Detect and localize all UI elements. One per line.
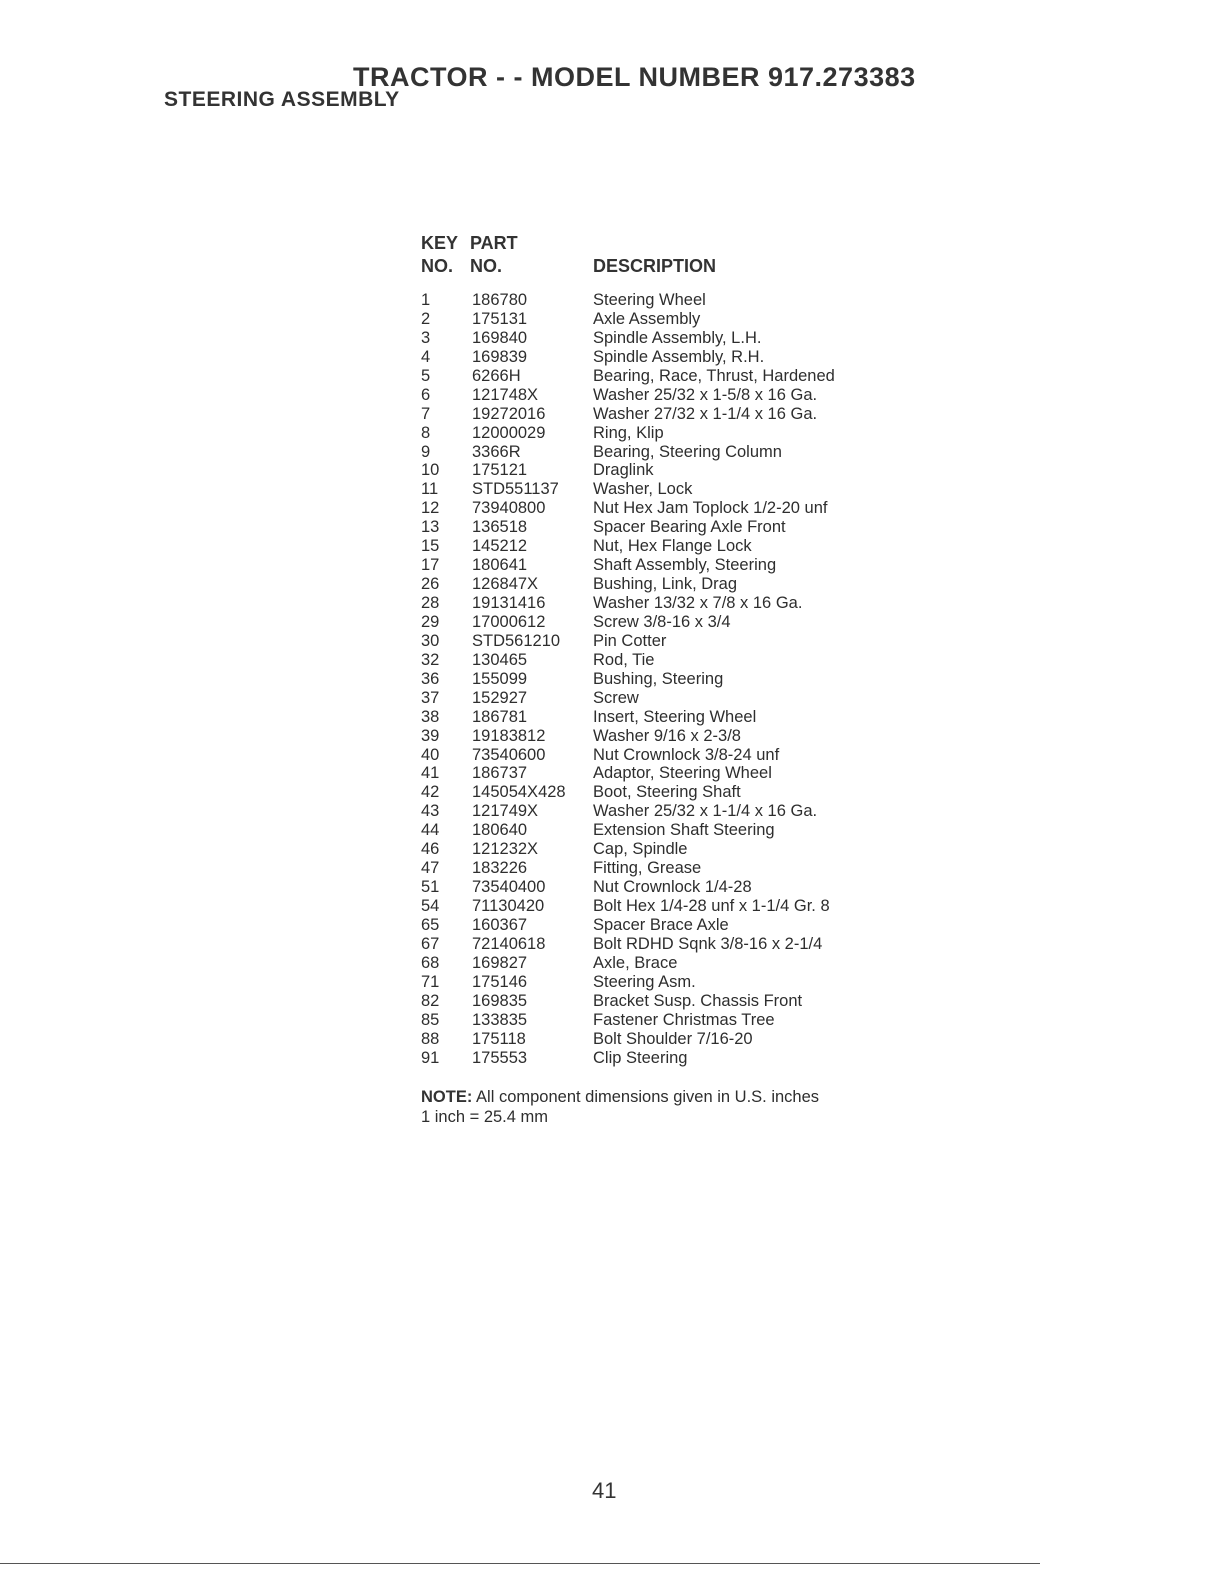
- parts-row: [421, 443, 881, 462]
- part-no-cell: 180641: [472, 556, 528, 575]
- parts-row: [421, 480, 881, 499]
- key-no-cell: 8: [421, 423, 431, 442]
- parts-row: [421, 954, 881, 973]
- part-no-cell: 186781: [472, 707, 528, 726]
- part-no-cell: 121748X: [472, 385, 539, 404]
- parts-row: [421, 537, 881, 556]
- key-no-cell: 42: [421, 783, 440, 802]
- key-no-cell: 32: [421, 650, 440, 669]
- part-no-cell: 183226: [472, 859, 528, 878]
- description-cell: Washer 9/16 x 2-3/8: [593, 726, 741, 745]
- parts-row: [421, 348, 881, 367]
- key-no-cell: 2: [421, 309, 431, 328]
- part-no-cell: 73940800: [472, 499, 546, 518]
- key-no-cell: 4: [421, 347, 431, 366]
- parts-row: [421, 878, 881, 897]
- key-no-cell: 9: [421, 442, 431, 461]
- parts-row: [421, 689, 881, 708]
- description-cell: Cap, Spindle: [593, 840, 688, 859]
- description-cell: Bolt RDHD Sqnk 3/8-16 x 2-1/4: [593, 934, 823, 953]
- parts-row: [421, 973, 881, 992]
- description-cell: Pin Cotter: [593, 631, 667, 650]
- key-no-cell: 40: [421, 745, 440, 764]
- description-cell: Washer 25/32 x 1-1/4 x 16 Ga.: [593, 802, 818, 821]
- parts-row: [421, 651, 881, 670]
- parts-row: [421, 1030, 881, 1049]
- parts-row: [421, 594, 881, 613]
- part-no-cell: 19131416: [472, 594, 546, 612]
- page-number: 41: [592, 1478, 617, 1503]
- description-cell: Boot, Steering Shaft: [593, 783, 741, 802]
- part-no-cell: 130465: [472, 650, 528, 669]
- part-no-cell: 3366R: [472, 442, 521, 461]
- parts-row: [421, 1049, 881, 1068]
- note-line2: 1 inch = 25.4 mm: [421, 1108, 549, 1126]
- key-no-cell: 68: [421, 953, 440, 972]
- parts-row: [421, 1011, 881, 1030]
- part-no-cell: 160367: [472, 915, 528, 934]
- parts-row: [421, 764, 881, 783]
- parts-row: [421, 310, 881, 329]
- parts-row: [421, 499, 881, 518]
- part-no-cell: 73540400: [472, 878, 546, 897]
- part-no-cell: 71130420: [472, 897, 545, 915]
- key-no-cell: 91: [421, 1048, 440, 1067]
- part-no-cell: 19272016: [472, 404, 546, 423]
- key-no-cell: 3: [421, 328, 431, 347]
- description-cell: Spindle Assembly, R.H.: [593, 347, 765, 366]
- description-cell: Nut Crownlock 3/8-24 unf: [593, 745, 780, 764]
- part-no-cell: 17000612: [472, 612, 546, 631]
- key-no-cell: 36: [421, 669, 440, 688]
- parts-row: [421, 405, 881, 424]
- part-no-cell: 6266H: [472, 366, 521, 385]
- part-no-cell: 169827: [472, 953, 528, 972]
- description-cell: Washer 13/32 x 7/8 x 16 Ga.: [593, 594, 803, 612]
- key-no-cell: 30: [421, 631, 440, 650]
- description-cell: Bracket Susp. Chassis Front: [593, 991, 803, 1010]
- key-no-cell: 11: [421, 480, 439, 499]
- key-no-cell: 88: [421, 1029, 440, 1048]
- description-cell: Bolt Shoulder 7/16-20: [593, 1029, 753, 1048]
- key-no-cell: 71: [421, 972, 440, 991]
- part-no-cell: 136518: [472, 518, 528, 537]
- key-no-cell: 26: [421, 575, 440, 594]
- description-cell: Nut, Hex Flange Lock: [593, 537, 752, 556]
- note-line1: [421, 1087, 819, 1107]
- parts-row: [421, 424, 881, 443]
- parts-row: [421, 727, 881, 746]
- key-no-cell: 41: [421, 764, 440, 783]
- description-cell: Spacer Bearing Axle Front: [593, 518, 786, 537]
- description-cell: Washer, Lock: [593, 480, 693, 499]
- description-cell: Fitting, Grease: [593, 859, 702, 878]
- description-cell: Bushing, Steering: [593, 669, 724, 688]
- part-no-cell: 19183812: [472, 726, 546, 745]
- part-no-cell: 169840: [472, 328, 528, 347]
- parts-row: [421, 746, 881, 765]
- key-no-cell: 46: [421, 840, 440, 859]
- key-no-cell: 67: [421, 934, 440, 953]
- key-no-cell: 43: [421, 802, 440, 821]
- parts-row: [421, 556, 881, 575]
- key-no-cell: 6: [421, 385, 431, 404]
- parts-row: [421, 992, 881, 1011]
- key-no-cell: 65: [421, 915, 440, 934]
- parts-row: [421, 461, 881, 480]
- key-no-cell: 38: [421, 707, 440, 726]
- key-no-cell: 37: [421, 688, 440, 707]
- description-header: DESCRIPTION: [593, 256, 717, 276]
- note-label: NOTE:: [421, 1088, 473, 1106]
- part-no-cell: 175146: [472, 972, 528, 991]
- part-no-cell: 155099: [472, 669, 528, 688]
- description-cell: Nut Crownlock 1/4-28: [593, 878, 752, 897]
- description-cell: Clip Steering: [593, 1048, 688, 1067]
- description-cell: Steering Asm.: [593, 972, 696, 991]
- parts-row: [421, 783, 881, 802]
- description-cell: Insert, Steering Wheel: [593, 707, 757, 726]
- part-no-cell: 175131: [472, 309, 528, 328]
- key-no-header-line1: KEY: [421, 233, 459, 253]
- description-cell: Draglink: [593, 461, 654, 480]
- part-no-cell: 133835: [472, 1010, 528, 1029]
- part-no-cell: 145212: [472, 537, 528, 556]
- description-cell: Ring, Klip: [593, 423, 664, 442]
- key-no-cell: 12: [421, 499, 440, 518]
- key-no-cell: 7: [421, 404, 431, 423]
- description-cell: Washer 27/32 x 1-1/4 x 16 Ga.: [593, 404, 818, 423]
- section-title: STEERING ASSEMBLY: [164, 88, 400, 111]
- part-no-cell: 186737: [472, 764, 528, 783]
- key-no-cell: 10: [421, 461, 440, 480]
- key-no-cell: 85: [421, 1010, 440, 1029]
- parts-row: [421, 897, 881, 916]
- part-no-cell: 175121: [472, 461, 528, 480]
- parts-row: [421, 575, 881, 594]
- parts-row: [421, 916, 881, 935]
- description-cell: Axle Assembly: [593, 309, 701, 328]
- part-no-header-line2: NO.: [470, 256, 503, 276]
- description-cell: Extension Shaft Steering: [593, 821, 775, 840]
- parts-row: [421, 518, 881, 537]
- parts-row: [421, 859, 881, 878]
- description-cell: Adaptor, Steering Wheel: [593, 764, 772, 783]
- description-cell: Spindle Assembly, L.H.: [593, 328, 762, 347]
- part-no-cell: STD561210: [472, 631, 561, 650]
- key-no-cell: 28: [421, 594, 440, 612]
- bottom-rule: [0, 1563, 1040, 1564]
- note: [421, 1087, 819, 1127]
- description-cell: Rod, Tie: [593, 650, 655, 669]
- key-no-cell: 47: [421, 859, 440, 878]
- key-no-cell: 15: [421, 537, 440, 556]
- description-cell: Shaft Assembly, Steering: [593, 556, 777, 575]
- note-text: All component dimensions given in U.S. inches: [472, 1088, 820, 1106]
- key-no-cell: 1: [421, 291, 431, 309]
- part-no-cell: 186780: [472, 291, 528, 309]
- part-no-cell: 72140618: [472, 934, 546, 953]
- description-cell: Fastener Christmas Tree: [593, 1010, 775, 1029]
- description-cell: Axle, Brace: [593, 953, 678, 972]
- description-cell: Bearing, Race, Thrust, Hardened: [593, 366, 835, 385]
- part-no-cell: 73540600: [472, 745, 546, 764]
- parts-row: [421, 802, 881, 821]
- description-cell: Spacer Brace Axle: [593, 915, 729, 934]
- parts-row: [421, 386, 881, 405]
- parts-row: [421, 935, 881, 954]
- page-title: TRACTOR - - MODEL NUMBER 917.273383: [353, 62, 916, 92]
- description-cell: Bushing, Link, Drag: [593, 575, 737, 594]
- key-no-cell: 82: [421, 991, 440, 1010]
- parts-row: [421, 840, 881, 859]
- key-no-cell: 44: [421, 821, 440, 840]
- description-cell: Washer 25/32 x 1-5/8 x 16 Ga.: [593, 385, 818, 404]
- part-no-cell: 12000029: [472, 423, 546, 442]
- parts-list: [421, 291, 881, 1067]
- part-no-cell: 126847X: [472, 575, 539, 594]
- parts-row: [421, 291, 881, 310]
- description-cell: Bolt Hex 1/4-28 unf x 1-1/4 Gr. 8: [593, 897, 830, 915]
- description-cell: Bearing, Steering Column: [593, 442, 782, 461]
- part-no-cell: 145054X428: [472, 783, 566, 802]
- parts-row: [421, 632, 881, 651]
- key-no-header-line2: NO.: [421, 256, 454, 276]
- key-no-cell: 17: [421, 556, 440, 575]
- key-no-cell: 39: [421, 726, 440, 745]
- part-no-cell: 152927: [472, 688, 528, 707]
- key-no-cell: 54: [421, 897, 440, 915]
- key-no-cell: 5: [421, 366, 431, 385]
- key-no-cell: 29: [421, 612, 440, 631]
- part-no-cell: 121749X: [472, 802, 539, 821]
- parts-row: [421, 708, 881, 727]
- description-cell: Screw: [593, 688, 639, 707]
- parts-row: [421, 367, 881, 386]
- part-no-cell: 169839: [472, 347, 528, 366]
- part-no-cell: 175553: [472, 1048, 528, 1067]
- part-no-cell: STD551137: [472, 480, 559, 499]
- part-no-cell: 175118: [472, 1029, 526, 1048]
- key-no-cell: 51: [421, 878, 440, 897]
- description-cell: Steering Wheel: [593, 291, 706, 309]
- part-no-cell: 180640: [472, 821, 528, 840]
- key-no-cell: 13: [421, 518, 440, 537]
- description-cell: Screw 3/8-16 x 3/4: [593, 612, 731, 631]
- description-cell: Nut Hex Jam Toplock 1/2-20 unf: [593, 499, 828, 518]
- parts-row: [421, 329, 881, 348]
- part-no-cell: 121232X: [472, 840, 539, 859]
- parts-row: [421, 821, 881, 840]
- parts-row: [421, 613, 881, 632]
- part-no-header-line1: PART: [470, 233, 518, 253]
- part-no-cell: 169835: [472, 991, 528, 1010]
- parts-row: [421, 670, 881, 689]
